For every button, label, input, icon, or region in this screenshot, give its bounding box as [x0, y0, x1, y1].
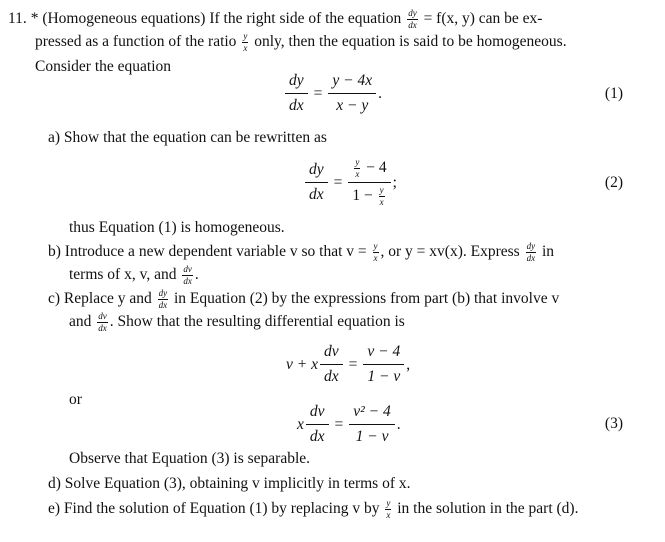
y-over-x-fraction: $\frac{y}{x}$: [243, 31, 248, 53]
equation-2: $\frac{dy}{dx}$ = $\frac{y}{x}$ − 4 1 − $\frac{y}{x}$ ;: [303, 158, 397, 207]
part-b-line-1: b) Introduce a new dependent variable v so that v = $\frac{y}{x}$ , or y = xv(x). Express $\frac{dy}{dx}$ in: [48, 241, 555, 263]
equation-1: $\frac{dy}{dx}$ = $\frac{y - 4x}{x - y}$ .: [283, 72, 382, 115]
part-c-line-1: c) Replace y and $\frac{dy}{dx}$ in Equation (2) by the expressions from part (b) that involve v: [48, 288, 560, 310]
problem-line-1: [8, 9, 542, 30]
part-c-line-2: and $\frac{dv}{dx}$ . Show that the resulting differential equation is: [69, 311, 405, 333]
equation-3: x $\frac{dv}{dx}$ = $\frac{\text{v² − 4}}{1 - v}$ .: [297, 403, 401, 445]
problem-intro-2b: only, then the equation is said to be homogeneous.: [250, 33, 567, 51]
part-d-label: d): [48, 475, 61, 492]
equation-1-label: (1): [604, 85, 623, 102]
part-a-label: a): [48, 129, 61, 146]
problem-intro-2a: pressed as a function of the ratio: [35, 33, 241, 51]
consider-text: Consider the equation: [35, 58, 172, 75]
part-c-label: c): [48, 290, 61, 308]
problem-line-2: [35, 32, 567, 53]
part-e-line: e) Find the solution of Equation (1) by replacing v by $\frac{y}{x}$ in the solution in the part (d).: [48, 498, 579, 520]
part-a-conclusion: thus Equation (1) is homogeneous.: [69, 219, 285, 236]
problem-intro-1a: (Homogeneous equations) If the right side of the equation: [42, 10, 406, 28]
equation-3-label: (3): [604, 415, 623, 432]
part-b-label: b): [48, 243, 61, 261]
problem-intro-1b: = f(x, y) can be ex-: [419, 10, 543, 28]
part-d-line: d) Solve Equation (3), obtaining v implicitly in terms of x.: [48, 475, 411, 492]
or-text: or: [69, 391, 82, 408]
dy-dx-inline-fraction: $\frac{dy}{dx}$: [408, 8, 417, 30]
equation-c-a: v + x $\frac{dv}{dx}$ = $\frac{v - 4}{1 - v}$ ,: [286, 343, 411, 385]
part-e-label: e): [48, 500, 61, 518]
equation-2-rhs: $\frac{y}{x}$ − 4 1 − $\frac{y}{x}$: [348, 158, 390, 207]
part-a-line: [48, 128, 327, 147]
problem-number: 11.: [8, 10, 27, 28]
part-c-observe: Observe that Equation (3) is separable.: [69, 450, 311, 467]
problem-star: *: [30, 10, 39, 28]
equation-2-label: (2): [604, 174, 623, 191]
part-a-text: Show that the equation can be rewritten as: [63, 129, 327, 146]
part-b-line-2: terms of x, v, and $\frac{dv}{dx}$ .: [69, 264, 199, 286]
